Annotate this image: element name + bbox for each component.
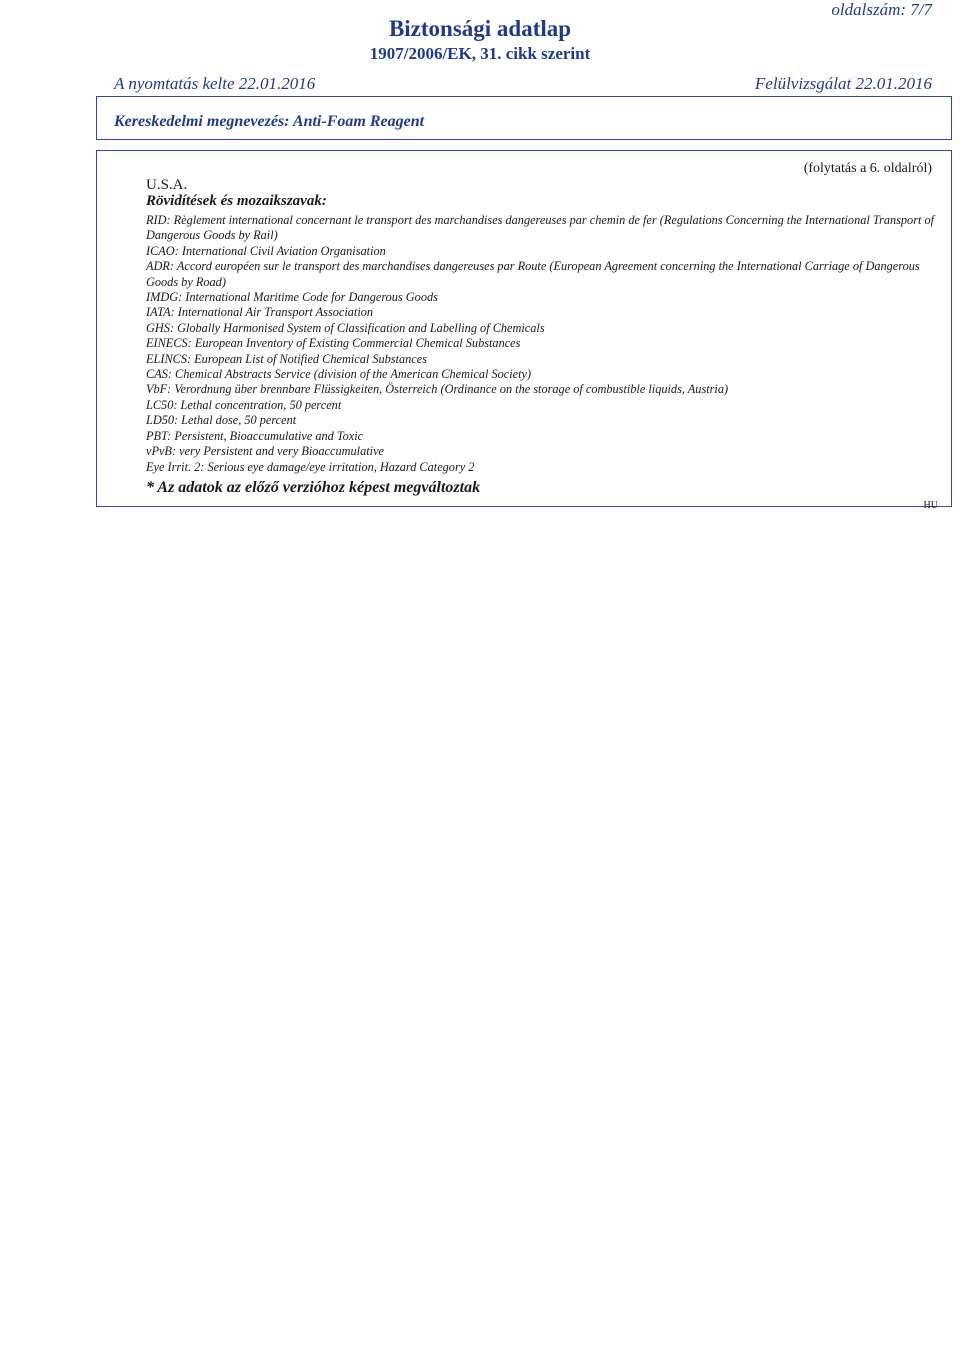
section-country: U.S.A. (146, 177, 188, 193)
language-code: HU (923, 500, 938, 511)
list-item: EINECS: European Inventory of Existing Commercial Chemical Substances (146, 336, 521, 351)
print-date: A nyomtatás kelte 22.01.2016 (114, 74, 316, 93)
list-item: vPvB: very Persistent and very Bioaccumulative (146, 444, 384, 459)
revision-date: Felülvizsgálat 22.01.2016 (754, 74, 932, 93)
list-item: RID: Règlement international concernant le transport des marchandises dangereuses par chemin de fer (Regulations Concerning the International Transport of Dangerous Goods by Rail) (146, 213, 935, 243)
list-item: ELINCS: European List of Notified Chemical Substances (146, 351, 427, 366)
document-subtitle: 1907/2006/EK, 31. cikk szerint (369, 44, 591, 63)
continued-note: (folytatás a 6. oldalról) (803, 161, 932, 176)
list-item: LC50: Lethal concentration, 50 percent (146, 397, 342, 412)
list-item: IMDG: International Maritime Code for Dangerous Goods (146, 290, 438, 305)
list-item: ADR: Accord européen sur le transport des marchandises dangereuses par Route (European Agreement concerning the International Carriage of Dangerous Goods by Road) (146, 259, 920, 289)
list-item: PBT: Persistent, Bioaccumulative and Toxic (146, 428, 364, 443)
list-item: LD50: Lethal dose, 50 percent (146, 413, 297, 428)
list-item: Eye Irrit. 2: Serious eye damage/eye irritation, Hazard Category 2 (146, 459, 475, 474)
document-title: Biztonsági adatlap (388, 16, 572, 41)
list-item: ICAO: International Civil Aviation Organisation (146, 243, 386, 258)
changed-note: * Az adatok az előző verzióhoz képest megváltoztak (146, 479, 481, 496)
section-title: Rövidítések és mozaikszavak: (146, 193, 327, 209)
list-item: CAS: Chemical Abstracts Service (division of the American Chemical Society) (146, 367, 532, 382)
list-item: GHS: Globally Harmonised System of Classification and Labelling of Chemicals (146, 320, 545, 335)
list-item: IATA: International Air Transport Association (146, 305, 374, 320)
list-item: VbF: Verordnung über brennbare Flüssigkeiten, Österreich (Ordinance on the storage of combustible liquids, Austria) (146, 382, 729, 397)
abbreviation-list (146, 213, 936, 475)
trade-name: Kereskedelmi megnevezés: Anti-Foam Reagent (114, 113, 425, 130)
page-number: oldalszám: 7/7 (831, 0, 932, 19)
